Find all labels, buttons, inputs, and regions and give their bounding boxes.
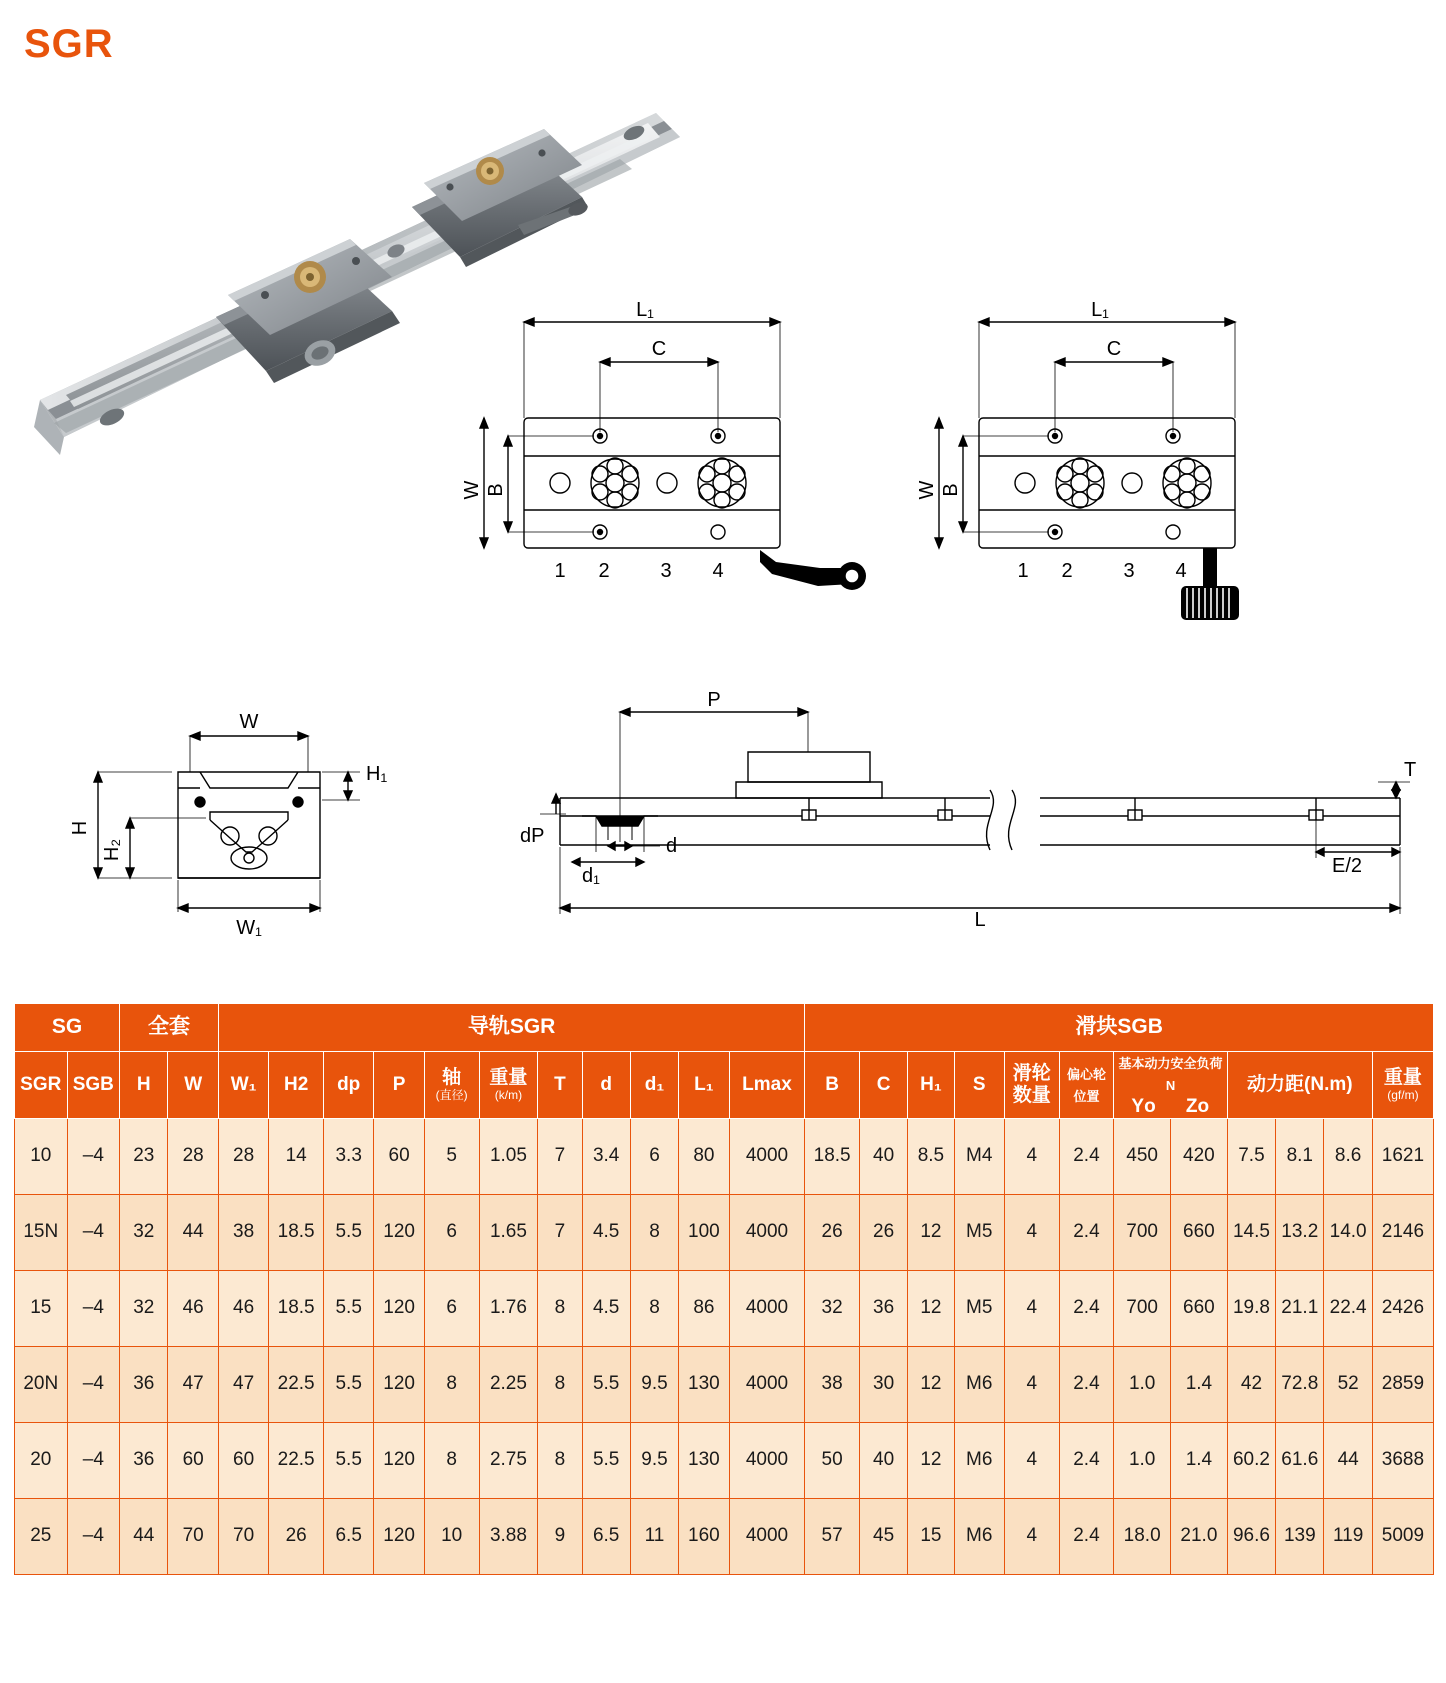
- table-cell: 2859: [1372, 1346, 1433, 1422]
- dim-label-E2: E/2: [1332, 855, 1363, 877]
- table-cell: 32: [120, 1194, 168, 1270]
- table-cell: 3.4: [582, 1118, 630, 1194]
- table-cell: –4: [67, 1422, 120, 1498]
- table-cell: 1.0: [1114, 1346, 1171, 1422]
- table-cell: 4: [1004, 1498, 1059, 1574]
- table-cell: 8: [630, 1270, 678, 1346]
- table-cell: –4: [67, 1194, 120, 1270]
- table-cell: 8.1: [1276, 1118, 1324, 1194]
- table-cell: 2.4: [1059, 1422, 1114, 1498]
- col-w1: W₁: [218, 1052, 268, 1119]
- col-shaft: 轴 (直径): [424, 1052, 479, 1119]
- table-cell: 1.4: [1171, 1346, 1228, 1422]
- table-cell: 32: [120, 1270, 168, 1346]
- table-cell: 700: [1114, 1194, 1171, 1270]
- table-cell: 40: [859, 1118, 907, 1194]
- table-cell: 70: [168, 1498, 218, 1574]
- table-cell: 660: [1171, 1194, 1228, 1270]
- table-cell: 47: [218, 1346, 268, 1422]
- table-cell: 660: [1171, 1270, 1228, 1346]
- table-cell: 14: [269, 1118, 324, 1194]
- table-cell: 2.4: [1059, 1498, 1114, 1574]
- col-s: S: [954, 1052, 1004, 1119]
- slider-top-view-lever: [460, 300, 880, 630]
- table-cell: 15N: [15, 1194, 68, 1270]
- callout-3: 3: [660, 560, 672, 582]
- table-cell: 12: [908, 1194, 954, 1270]
- table-cell: M4: [954, 1118, 1004, 1194]
- table-cell: 4000: [729, 1498, 805, 1574]
- table-cell: 5.5: [323, 1194, 373, 1270]
- table-cell: 2.25: [479, 1346, 538, 1422]
- dim-label-d1: d₁: [582, 865, 600, 887]
- col-l1: L₁: [679, 1052, 729, 1119]
- table-cell: 60: [374, 1118, 424, 1194]
- table-cell: 10: [15, 1118, 68, 1194]
- table-cell: 8: [424, 1346, 479, 1422]
- col-block-weight: 重量 (gf/m): [1372, 1052, 1433, 1119]
- table-cell: 2146: [1372, 1194, 1433, 1270]
- table-cell: 700: [1114, 1270, 1171, 1346]
- table-cell: 23: [120, 1118, 168, 1194]
- dim-label-T: T: [1404, 759, 1417, 781]
- table-cell: 19.8: [1227, 1270, 1275, 1346]
- table-cell: 160: [679, 1498, 729, 1574]
- table-cell: 8: [538, 1422, 582, 1498]
- table-cell: 8.6: [1324, 1118, 1372, 1194]
- table-row: [15, 1498, 1434, 1574]
- table-cell: 8: [538, 1346, 582, 1422]
- table-cell: 1.65: [479, 1194, 538, 1270]
- table-cell: 42: [1227, 1346, 1275, 1422]
- table-cell: 44: [168, 1194, 218, 1270]
- table-cell: 32: [805, 1270, 860, 1346]
- table-cell: 61.6: [1276, 1422, 1324, 1498]
- table-row: [15, 1270, 1434, 1346]
- table-cell: 2.4: [1059, 1118, 1114, 1194]
- table-cell: 44: [1324, 1422, 1372, 1498]
- col-h2: H2: [269, 1052, 324, 1119]
- col-p: P: [374, 1052, 424, 1119]
- dim-label-C: C: [1106, 338, 1122, 360]
- table-cell: 25: [15, 1498, 68, 1574]
- dim-label-H2: H₂: [101, 838, 123, 862]
- table-cell: 4000: [729, 1194, 805, 1270]
- table-cell: 120: [374, 1422, 424, 1498]
- table-cell: 18.0: [1114, 1498, 1171, 1574]
- dim-label-W: W: [916, 480, 938, 500]
- table-cell: 8: [424, 1422, 479, 1498]
- dim-label-H: H: [69, 820, 91, 836]
- callout-4: 4: [712, 560, 724, 582]
- table-cell: 9.5: [630, 1422, 678, 1498]
- table-cell: 40: [859, 1422, 907, 1498]
- dim-label-B: B: [940, 483, 962, 497]
- table-cell: 2.75: [479, 1422, 538, 1498]
- table-body: [15, 1118, 1434, 1574]
- table-cell: 8: [630, 1194, 678, 1270]
- table-row: [15, 1346, 1434, 1422]
- table-cell: 46: [168, 1270, 218, 1346]
- table-cell: 130: [679, 1346, 729, 1422]
- table-cell: 36: [859, 1270, 907, 1346]
- table-cell: 6: [424, 1270, 479, 1346]
- table-cell: M5: [954, 1194, 1004, 1270]
- table-cell: 5.5: [323, 1422, 373, 1498]
- table-cell: 9.5: [630, 1346, 678, 1422]
- table-cell: 420: [1171, 1118, 1228, 1194]
- table-cell: 15: [15, 1270, 68, 1346]
- table-cell: 12: [908, 1422, 954, 1498]
- table-cell: 5.5: [323, 1346, 373, 1422]
- table-cell: 50: [805, 1422, 860, 1498]
- table-cell: 2.4: [1059, 1194, 1114, 1270]
- group-header-sg: SG: [15, 1004, 120, 1052]
- col-sgr: SGR: [15, 1052, 68, 1119]
- table-cell: 5: [424, 1118, 479, 1194]
- table-cell: 30: [859, 1346, 907, 1422]
- table-cell: 119: [1324, 1498, 1372, 1574]
- table-cell: 28: [218, 1118, 268, 1194]
- table-cell: 6.5: [323, 1498, 373, 1574]
- col-lmax: Lmax: [729, 1052, 805, 1119]
- table-cell: 11: [630, 1498, 678, 1574]
- table-cell: 6: [630, 1118, 678, 1194]
- table-cell: 120: [374, 1498, 424, 1574]
- table-cell: 5009: [1372, 1498, 1433, 1574]
- dim-label-H1: H₁: [366, 763, 388, 785]
- table-cell: 38: [805, 1346, 860, 1422]
- table-cell: 120: [374, 1270, 424, 1346]
- col-b: B: [805, 1052, 860, 1119]
- table-cell: 4.5: [582, 1270, 630, 1346]
- dim-label-C: C: [651, 338, 667, 360]
- dim-label-W: W: [461, 480, 483, 500]
- table-row: [15, 1422, 1434, 1498]
- table-cell: 86: [679, 1270, 729, 1346]
- table-cell: 6: [424, 1194, 479, 1270]
- table-cell: 96.6: [1227, 1498, 1275, 1574]
- table-cell: 139: [1276, 1498, 1324, 1574]
- col-moment: 动力距(N.m): [1227, 1052, 1372, 1119]
- group-header-block: 滑块SGB: [805, 1004, 1434, 1052]
- col-d: d: [582, 1052, 630, 1119]
- table-cell: 36: [120, 1422, 168, 1498]
- col-dp: dp: [323, 1052, 373, 1119]
- table-cell: 1.4: [1171, 1422, 1228, 1498]
- col-rail-weight: 重量 (k/m): [479, 1052, 538, 1119]
- table-cell: 12: [908, 1270, 954, 1346]
- table-cell: 14.0: [1324, 1194, 1372, 1270]
- callout-1: 1: [554, 560, 566, 582]
- col-d1: d₁: [630, 1052, 678, 1119]
- table-cell: 4000: [729, 1422, 805, 1498]
- spec-table-container: [14, 1003, 1434, 1575]
- table-group-header-row: [15, 1004, 1434, 1052]
- table-cell: 4: [1004, 1118, 1059, 1194]
- table-cell: 4: [1004, 1346, 1059, 1422]
- table-cell: 60: [218, 1422, 268, 1498]
- table-cell: 120: [374, 1346, 424, 1422]
- table-cell: 450: [1114, 1118, 1171, 1194]
- col-h1: H₁: [908, 1052, 954, 1119]
- dim-label-L1: L₁: [636, 300, 654, 321]
- callout-2: 2: [598, 560, 610, 582]
- table-cell: 100: [679, 1194, 729, 1270]
- dim-label-W1: W₁: [236, 917, 262, 939]
- table-cell: 18.5: [805, 1118, 860, 1194]
- table-cell: 57: [805, 1498, 860, 1574]
- table-cell: 13.2: [1276, 1194, 1324, 1270]
- table-row: [15, 1118, 1434, 1194]
- col-eccentric-position: 偏心轮 位置: [1059, 1052, 1114, 1119]
- table-cell: 80: [679, 1118, 729, 1194]
- table-cell: 46: [218, 1270, 268, 1346]
- table-cell: 4: [1004, 1422, 1059, 1498]
- table-cell: 38: [218, 1194, 268, 1270]
- dim-label-P: P: [707, 690, 721, 711]
- group-header-rail: 导轨SGR: [218, 1004, 804, 1052]
- table-cell: M6: [954, 1346, 1004, 1422]
- table-cell: 20: [15, 1422, 68, 1498]
- table-cell: 22.4: [1324, 1270, 1372, 1346]
- dim-label-L: L: [974, 909, 986, 931]
- table-cell: 4000: [729, 1270, 805, 1346]
- table-cell: 12: [908, 1346, 954, 1422]
- table-cell: M5: [954, 1270, 1004, 1346]
- table-cell: 7: [538, 1194, 582, 1270]
- table-cell: 14.5: [1227, 1194, 1275, 1270]
- table-cell: 5.5: [582, 1346, 630, 1422]
- table-cell: 2.4: [1059, 1346, 1114, 1422]
- table-cell: 21.0: [1171, 1498, 1228, 1574]
- dim-label-L1: L₁: [1091, 300, 1109, 321]
- table-column-header-row: [15, 1052, 1434, 1119]
- table-cell: 47: [168, 1346, 218, 1422]
- col-h: H: [120, 1052, 168, 1119]
- table-cell: 8.5: [908, 1118, 954, 1194]
- col-roller-count: 滑轮 数量: [1004, 1052, 1059, 1119]
- dim-label-d: d: [666, 835, 678, 857]
- page-title: SGR: [24, 22, 114, 66]
- table-cell: 1621: [1372, 1118, 1433, 1194]
- table-cell: 60.2: [1227, 1422, 1275, 1498]
- col-t: T: [538, 1052, 582, 1119]
- table-cell: 28: [168, 1118, 218, 1194]
- table-cell: 5.5: [323, 1270, 373, 1346]
- table-cell: –4: [67, 1118, 120, 1194]
- table-row: [15, 1194, 1434, 1270]
- table-cell: 22.5: [269, 1422, 324, 1498]
- table-cell: 7.5: [1227, 1118, 1275, 1194]
- dim-label-B: B: [485, 483, 507, 497]
- table-cell: 1.05: [479, 1118, 538, 1194]
- table-cell: 60: [168, 1422, 218, 1498]
- callout-3: 3: [1123, 560, 1135, 582]
- table-cell: 5.5: [582, 1422, 630, 1498]
- table-cell: 45: [859, 1498, 907, 1574]
- table-cell: 21.1: [1276, 1270, 1324, 1346]
- table-cell: 36: [120, 1346, 168, 1422]
- table-cell: 26: [269, 1498, 324, 1574]
- table-cell: 3.3: [323, 1118, 373, 1194]
- table-cell: M6: [954, 1498, 1004, 1574]
- table-cell: 4: [1004, 1194, 1059, 1270]
- table-cell: 70: [218, 1498, 268, 1574]
- table-cell: 4000: [729, 1118, 805, 1194]
- table-cell: 2426: [1372, 1270, 1433, 1346]
- table-cell: 130: [679, 1422, 729, 1498]
- rail-side-elevation: [520, 690, 1420, 960]
- table-cell: 7: [538, 1118, 582, 1194]
- table-cell: 20N: [15, 1346, 68, 1422]
- table-cell: 15: [908, 1498, 954, 1574]
- table-cell: M6: [954, 1422, 1004, 1498]
- table-cell: 26: [859, 1194, 907, 1270]
- table-cell: 72.8: [1276, 1346, 1324, 1422]
- table-cell: 4.5: [582, 1194, 630, 1270]
- callout-1: 1: [1017, 560, 1029, 582]
- table-cell: 120: [374, 1194, 424, 1270]
- dim-label-W: W: [239, 711, 259, 733]
- callout-4: 4: [1175, 560, 1187, 582]
- slider-top-view-knob: [915, 300, 1335, 630]
- table-cell: 18.5: [269, 1194, 324, 1270]
- dim-label-dP: dP: [520, 825, 545, 847]
- table-cell: 2.4: [1059, 1270, 1114, 1346]
- table-cell: 1.76: [479, 1270, 538, 1346]
- table-cell: 8: [538, 1270, 582, 1346]
- rail-cross-section: [60, 700, 400, 950]
- col-load-capacity: 基本动力安全负荷N Yᴏ Zᴏ: [1114, 1052, 1228, 1119]
- callout-2: 2: [1061, 560, 1073, 582]
- table-cell: –4: [67, 1346, 120, 1422]
- table-cell: 4000: [729, 1346, 805, 1422]
- table-cell: –4: [67, 1498, 120, 1574]
- table-cell: 22.5: [269, 1346, 324, 1422]
- col-sgb: SGB: [67, 1052, 120, 1119]
- table-cell: 26: [805, 1194, 860, 1270]
- spec-table: [14, 1003, 1434, 1575]
- table-cell: 1.0: [1114, 1422, 1171, 1498]
- table-cell: 10: [424, 1498, 479, 1574]
- col-w: W: [168, 1052, 218, 1119]
- table-cell: 4: [1004, 1270, 1059, 1346]
- table-cell: –4: [67, 1270, 120, 1346]
- table-cell: 3.88: [479, 1498, 538, 1574]
- table-cell: 9: [538, 1498, 582, 1574]
- table-cell: 52: [1324, 1346, 1372, 1422]
- table-cell: 6.5: [582, 1498, 630, 1574]
- table-cell: 44: [120, 1498, 168, 1574]
- group-header-set: 全套: [120, 1004, 219, 1052]
- table-cell: 3688: [1372, 1422, 1433, 1498]
- table-cell: 18.5: [269, 1270, 324, 1346]
- col-c: C: [859, 1052, 907, 1119]
